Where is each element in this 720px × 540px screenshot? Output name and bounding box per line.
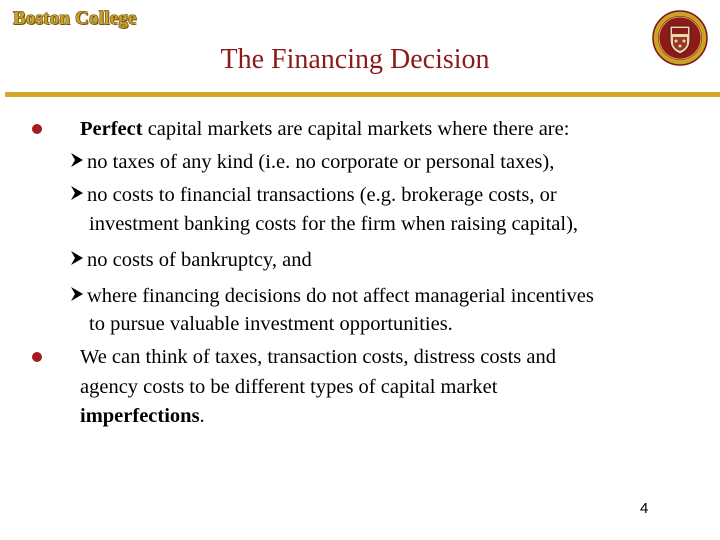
arrow-bullet-icon (70, 286, 84, 302)
title-divider (5, 92, 720, 97)
sub-item-2-text: no costs to financial transactions (e.g. brokerage costs, or (87, 184, 557, 206)
sub-item-3-text: no costs of bankruptcy, and (87, 249, 312, 271)
sub-item-3 (70, 247, 312, 273)
bullet-2-bold: imperfections (80, 405, 200, 427)
bullet-icon (32, 352, 42, 362)
sub-item-2-continued: investment banking costs for the firm when raising capital), (89, 213, 579, 235)
sub-item-1-text: no taxes of any kind (i.e. no corporate or personal taxes), (87, 151, 555, 173)
bullet-1-bold: Perfect (80, 118, 143, 140)
bullet-1-rest: capital markets are capital markets where there are: (142, 118, 570, 140)
bullet-2-line-3 (80, 403, 205, 429)
bullet-1-text (80, 116, 569, 142)
sub-item-4-continued: to pursue valuable investment opportunities. (89, 313, 453, 335)
bullet-2-line-1: We can think of taxes, transaction costs, distress costs and (80, 346, 557, 368)
arrow-bullet-icon (70, 152, 84, 168)
slide-title: The Financing Decision (220, 44, 490, 75)
arrow-bullet-icon (70, 250, 84, 266)
sub-item-4 (70, 283, 594, 309)
sub-item-1 (70, 149, 554, 175)
bullet-2-period: . (199, 405, 205, 427)
sub-item-4-text: where financing decisions do not affect managerial incentives (87, 285, 594, 307)
sub-item-2 (70, 182, 557, 208)
boston-college-logo: Boston College (13, 8, 137, 29)
page-number: 4 (640, 500, 649, 517)
arrow-bullet-icon (70, 185, 84, 201)
bullet-icon (32, 124, 42, 134)
bullet-2-line-2: agency costs to be different types of capital market (80, 376, 498, 398)
